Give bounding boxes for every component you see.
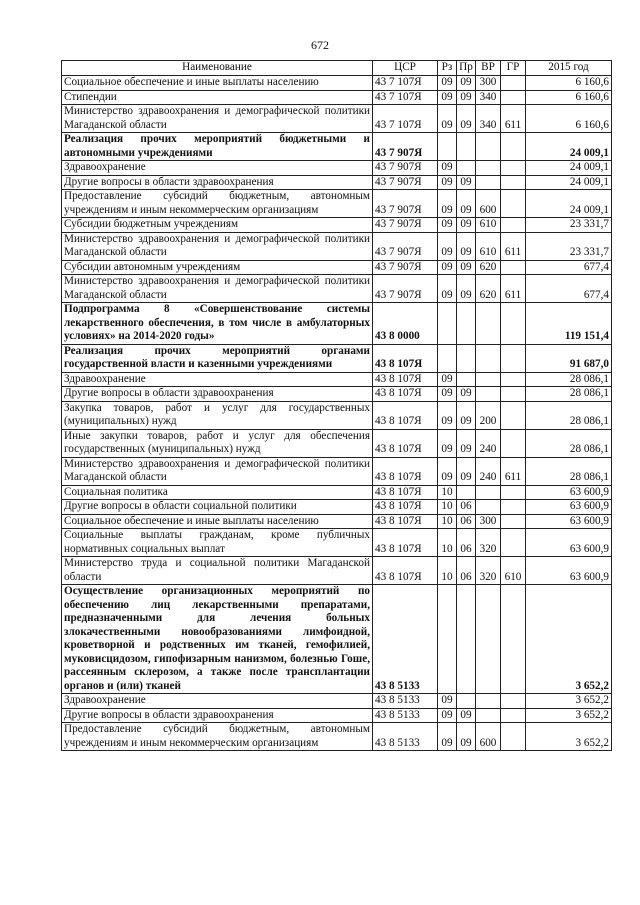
row-gr bbox=[501, 76, 526, 91]
row-name: Стипендии bbox=[62, 90, 373, 105]
row-csr: 43 8 0000 bbox=[373, 303, 438, 345]
row-name: Министерство здравоохранения и демографической политики Магаданской области bbox=[62, 457, 373, 485]
header-vr: ВР bbox=[476, 61, 501, 76]
row-csr: 43 8 107Я bbox=[373, 401, 438, 429]
row-rz bbox=[438, 585, 457, 694]
row-rz: 09 bbox=[438, 401, 457, 429]
row-vr: 320 bbox=[476, 557, 501, 585]
row-vr bbox=[476, 585, 501, 694]
row-name: Социальное обеспечение и иные выплаты населению bbox=[62, 76, 373, 91]
row-csr: 43 8 107Я bbox=[373, 500, 438, 515]
row-csr: 43 8 5133 bbox=[373, 585, 438, 694]
row-rz: 09 bbox=[438, 387, 457, 402]
row-pr: 09 bbox=[457, 429, 476, 457]
row-pr: 09 bbox=[457, 260, 476, 275]
row-amount: 63 600,9 bbox=[526, 529, 612, 557]
row-vr bbox=[476, 500, 501, 515]
row-pr: 09 bbox=[457, 218, 476, 233]
row-rz: 09 bbox=[438, 232, 457, 260]
row-pr: 09 bbox=[457, 275, 476, 303]
row-gr bbox=[501, 372, 526, 387]
row-csr: 43 8 5133 bbox=[373, 694, 438, 709]
table-row bbox=[62, 585, 612, 694]
row-gr: 611 bbox=[501, 457, 526, 485]
row-rz: 10 bbox=[438, 514, 457, 529]
row-amount: 6 160,6 bbox=[526, 105, 612, 133]
header-gr: ГР bbox=[501, 61, 526, 76]
row-vr: 320 bbox=[476, 529, 501, 557]
row-vr bbox=[476, 708, 501, 723]
row-pr: 09 bbox=[457, 708, 476, 723]
row-vr: 620 bbox=[476, 275, 501, 303]
header-year: 2015 год bbox=[526, 61, 612, 76]
row-rz: 09 bbox=[438, 708, 457, 723]
row-gr bbox=[501, 133, 526, 161]
table-header-row bbox=[62, 61, 612, 76]
table-row bbox=[62, 694, 612, 709]
table-row bbox=[62, 514, 612, 529]
row-vr bbox=[476, 344, 501, 372]
row-pr bbox=[457, 161, 476, 176]
row-name: Предоставление субсидий бюджетным, автономным учреждениям и иным некоммерческим организациям bbox=[62, 190, 373, 218]
row-gr: 610 bbox=[501, 557, 526, 585]
table-row bbox=[62, 260, 612, 275]
row-name: Субсидии бюджетным учреждениям bbox=[62, 218, 373, 233]
row-name: Другие вопросы в области здравоохранения bbox=[62, 387, 373, 402]
row-name: Реализация прочих мероприятий органами государственной власти и казенными учреждениями bbox=[62, 344, 373, 372]
row-csr: 43 7 907Я bbox=[373, 232, 438, 260]
row-csr: 43 7 107Я bbox=[373, 76, 438, 91]
row-vr bbox=[476, 694, 501, 709]
page-number: 672 bbox=[311, 38, 329, 52]
row-pr: 09 bbox=[457, 190, 476, 218]
row-pr: 09 bbox=[457, 723, 476, 751]
row-amount: 3 652,2 bbox=[526, 723, 612, 751]
row-amount: 28 086,1 bbox=[526, 372, 612, 387]
row-gr bbox=[501, 585, 526, 694]
row-gr bbox=[501, 260, 526, 275]
row-amount: 91 687,0 bbox=[526, 344, 612, 372]
row-csr: 43 7 907Я bbox=[373, 133, 438, 161]
row-pr: 06 bbox=[457, 529, 476, 557]
table-row bbox=[62, 529, 612, 557]
table-row bbox=[62, 76, 612, 91]
row-name: Другие вопросы в области здравоохранения bbox=[62, 708, 373, 723]
row-amount: 6 160,6 bbox=[526, 76, 612, 91]
table-row bbox=[62, 303, 612, 345]
row-name: Здравоохранение bbox=[62, 372, 373, 387]
row-pr: 06 bbox=[457, 557, 476, 585]
row-amount: 3 652,2 bbox=[526, 585, 612, 694]
row-name: Реализация прочих мероприятий бюджетными и автономными учреждениями bbox=[62, 133, 373, 161]
row-name: Министерство здравоохранения и демографической политики Магаданской области bbox=[62, 275, 373, 303]
table-row bbox=[62, 557, 612, 585]
row-vr bbox=[476, 387, 501, 402]
row-csr: 43 7 907Я bbox=[373, 161, 438, 176]
table-row bbox=[62, 190, 612, 218]
row-amount: 3 652,2 bbox=[526, 694, 612, 709]
row-pr: 09 bbox=[457, 76, 476, 91]
row-gr: 611 bbox=[501, 275, 526, 303]
table-row bbox=[62, 133, 612, 161]
row-csr: 43 8 107Я bbox=[373, 485, 438, 500]
row-name: Министерство здравоохранения и демографической политики Магаданской области bbox=[62, 105, 373, 133]
row-csr: 43 8 107Я bbox=[373, 344, 438, 372]
row-pr bbox=[457, 485, 476, 500]
row-csr: 43 7 107Я bbox=[373, 105, 438, 133]
row-rz: 09 bbox=[438, 260, 457, 275]
row-rz: 09 bbox=[438, 161, 457, 176]
row-amount: 119 151,4 bbox=[526, 303, 612, 345]
row-gr bbox=[501, 344, 526, 372]
row-amount: 63 600,9 bbox=[526, 557, 612, 585]
row-gr bbox=[501, 708, 526, 723]
row-rz: 09 bbox=[438, 275, 457, 303]
row-amount: 24 009,1 bbox=[526, 190, 612, 218]
row-amount: 24 009,1 bbox=[526, 133, 612, 161]
row-amount: 63 600,9 bbox=[526, 514, 612, 529]
row-vr bbox=[476, 485, 501, 500]
row-amount: 6 160,6 bbox=[526, 90, 612, 105]
row-pr: 09 bbox=[457, 457, 476, 485]
header-pr: Пр bbox=[457, 61, 476, 76]
row-csr: 43 8 107Я bbox=[373, 514, 438, 529]
row-gr bbox=[501, 529, 526, 557]
row-vr: 200 bbox=[476, 401, 501, 429]
row-rz: 09 bbox=[438, 105, 457, 133]
row-csr: 43 8 107Я bbox=[373, 429, 438, 457]
row-gr bbox=[501, 694, 526, 709]
table-row bbox=[62, 232, 612, 260]
row-gr: 611 bbox=[501, 105, 526, 133]
table-body bbox=[62, 76, 612, 751]
header-rz: Рз bbox=[438, 61, 457, 76]
row-amount: 28 086,1 bbox=[526, 457, 612, 485]
row-rz: 09 bbox=[438, 457, 457, 485]
table-row bbox=[62, 401, 612, 429]
row-gr bbox=[501, 161, 526, 176]
table-row bbox=[62, 372, 612, 387]
row-amount: 23 331,7 bbox=[526, 218, 612, 233]
row-gr bbox=[501, 485, 526, 500]
row-vr: 240 bbox=[476, 457, 501, 485]
row-rz: 09 bbox=[438, 694, 457, 709]
row-amount: 28 086,1 bbox=[526, 429, 612, 457]
row-pr bbox=[457, 133, 476, 161]
row-name: Закупка товаров, работ и услуг для государственных (муниципальных) нужд bbox=[62, 401, 373, 429]
row-vr: 600 bbox=[476, 190, 501, 218]
row-amount: 63 600,9 bbox=[526, 485, 612, 500]
row-amount: 28 086,1 bbox=[526, 401, 612, 429]
row-pr bbox=[457, 694, 476, 709]
row-vr: 610 bbox=[476, 232, 501, 260]
row-rz bbox=[438, 303, 457, 345]
row-vr: 240 bbox=[476, 429, 501, 457]
row-pr: 06 bbox=[457, 514, 476, 529]
row-rz: 09 bbox=[438, 175, 457, 190]
row-csr: 43 8 5133 bbox=[373, 723, 438, 751]
row-amount: 28 086,1 bbox=[526, 387, 612, 402]
table-row bbox=[62, 175, 612, 190]
row-amount: 3 652,2 bbox=[526, 708, 612, 723]
row-vr: 300 bbox=[476, 76, 501, 91]
row-pr: 09 bbox=[457, 401, 476, 429]
row-name: Министерство труда и социальной политики Магаданской области bbox=[62, 557, 373, 585]
row-pr bbox=[457, 585, 476, 694]
row-vr: 340 bbox=[476, 90, 501, 105]
row-name: Осуществление организационных мероприятий по обеспечению лиц лекарственными препаратами, предназначенными для лечения больных злокачественными новообразованиями лимфоидной, кроветворной и родственных им тканей, гемофилией, муковисцидозом, гипофизарным нанизмом, болезнью Гоше, рассеянным склерозом, а также после трансплантации органов и (или) тканей bbox=[62, 585, 373, 694]
row-gr bbox=[501, 514, 526, 529]
row-gr bbox=[501, 218, 526, 233]
row-vr bbox=[476, 161, 501, 176]
row-csr: 43 7 907Я bbox=[373, 218, 438, 233]
row-name: Подпрограмма 8 «Совершенствование системы лекарственного обеспечения, в том числе в амбулаторных условиях» на 2014-2020 годы» bbox=[62, 303, 373, 345]
table-row bbox=[62, 275, 612, 303]
row-pr: 09 bbox=[457, 105, 476, 133]
row-vr bbox=[476, 175, 501, 190]
row-gr bbox=[501, 723, 526, 751]
row-csr: 43 8 5133 bbox=[373, 708, 438, 723]
row-pr: 09 bbox=[457, 232, 476, 260]
row-name: Социальные выплаты гражданам, кроме публичных нормативных социальных выплат bbox=[62, 529, 373, 557]
row-name: Социальное обеспечение и иные выплаты населению bbox=[62, 514, 373, 529]
header-name: Наименование bbox=[62, 61, 373, 76]
row-csr: 43 7 907Я bbox=[373, 275, 438, 303]
row-rz bbox=[438, 133, 457, 161]
row-rz: 10 bbox=[438, 500, 457, 515]
row-amount: 677,4 bbox=[526, 275, 612, 303]
table-row bbox=[62, 457, 612, 485]
row-pr: 09 bbox=[457, 175, 476, 190]
row-name: Иные закупки товаров, работ и услуг для обеспечения государственных (муниципальных) нужд bbox=[62, 429, 373, 457]
row-name: Субсидии автономным учреждениям bbox=[62, 260, 373, 275]
table-row bbox=[62, 90, 612, 105]
row-rz: 09 bbox=[438, 372, 457, 387]
row-name: Другие вопросы в области социальной политики bbox=[62, 500, 373, 515]
row-name: Здравоохранение bbox=[62, 161, 373, 176]
row-rz bbox=[438, 344, 457, 372]
row-gr bbox=[501, 90, 526, 105]
row-name: Другие вопросы в области здравоохранения bbox=[62, 175, 373, 190]
row-rz: 09 bbox=[438, 723, 457, 751]
row-pr bbox=[457, 372, 476, 387]
row-vr: 600 bbox=[476, 723, 501, 751]
table-row bbox=[62, 485, 612, 500]
row-rz: 09 bbox=[438, 90, 457, 105]
row-pr: 09 bbox=[457, 90, 476, 105]
row-rz: 09 bbox=[438, 429, 457, 457]
row-vr: 300 bbox=[476, 514, 501, 529]
row-pr bbox=[457, 344, 476, 372]
row-csr: 43 7 907Я bbox=[373, 260, 438, 275]
row-rz: 10 bbox=[438, 529, 457, 557]
table-row bbox=[62, 161, 612, 176]
row-csr: 43 8 107Я bbox=[373, 387, 438, 402]
budget-table bbox=[61, 60, 612, 751]
row-amount: 63 600,9 bbox=[526, 500, 612, 515]
header-csr: ЦСР bbox=[373, 61, 438, 76]
row-amount: 24 009,1 bbox=[526, 175, 612, 190]
row-vr bbox=[476, 372, 501, 387]
row-gr bbox=[501, 401, 526, 429]
row-name: Социальная политика bbox=[62, 485, 373, 500]
row-csr: 43 8 107Я bbox=[373, 457, 438, 485]
row-csr: 43 7 907Я bbox=[373, 175, 438, 190]
row-name: Предоставление субсидий бюджетным, автономным учреждениям и иным некоммерческим организациям bbox=[62, 723, 373, 751]
row-rz: 10 bbox=[438, 557, 457, 585]
row-csr: 43 7 907Я bbox=[373, 190, 438, 218]
row-gr: 611 bbox=[501, 232, 526, 260]
table-row bbox=[62, 429, 612, 457]
row-amount: 24 009,1 bbox=[526, 161, 612, 176]
row-amount: 23 331,7 bbox=[526, 232, 612, 260]
row-gr bbox=[501, 190, 526, 218]
row-gr bbox=[501, 429, 526, 457]
row-vr bbox=[476, 133, 501, 161]
row-rz: 10 bbox=[438, 485, 457, 500]
row-gr bbox=[501, 303, 526, 345]
table-row bbox=[62, 218, 612, 233]
table-row bbox=[62, 344, 612, 372]
table-row bbox=[62, 708, 612, 723]
row-vr: 620 bbox=[476, 260, 501, 275]
table-row bbox=[62, 723, 612, 751]
row-name: Министерство здравоохранения и демографической политики Магаданской области bbox=[62, 232, 373, 260]
row-vr bbox=[476, 303, 501, 345]
row-csr: 43 7 107Я bbox=[373, 90, 438, 105]
row-gr bbox=[501, 387, 526, 402]
row-csr: 43 8 107Я bbox=[373, 557, 438, 585]
row-pr bbox=[457, 303, 476, 345]
row-rz: 09 bbox=[438, 76, 457, 91]
row-pr: 09 bbox=[457, 387, 476, 402]
table-row bbox=[62, 105, 612, 133]
row-vr: 610 bbox=[476, 218, 501, 233]
table-row bbox=[62, 387, 612, 402]
row-csr: 43 8 107Я bbox=[373, 529, 438, 557]
row-gr bbox=[501, 500, 526, 515]
row-rz: 09 bbox=[438, 218, 457, 233]
row-pr: 06 bbox=[457, 500, 476, 515]
row-name: Здравоохранение bbox=[62, 694, 373, 709]
row-csr: 43 8 107Я bbox=[373, 372, 438, 387]
row-gr bbox=[501, 175, 526, 190]
row-vr: 340 bbox=[476, 105, 501, 133]
table-row bbox=[62, 500, 612, 515]
row-rz: 09 bbox=[438, 190, 457, 218]
row-amount: 677,4 bbox=[526, 260, 612, 275]
